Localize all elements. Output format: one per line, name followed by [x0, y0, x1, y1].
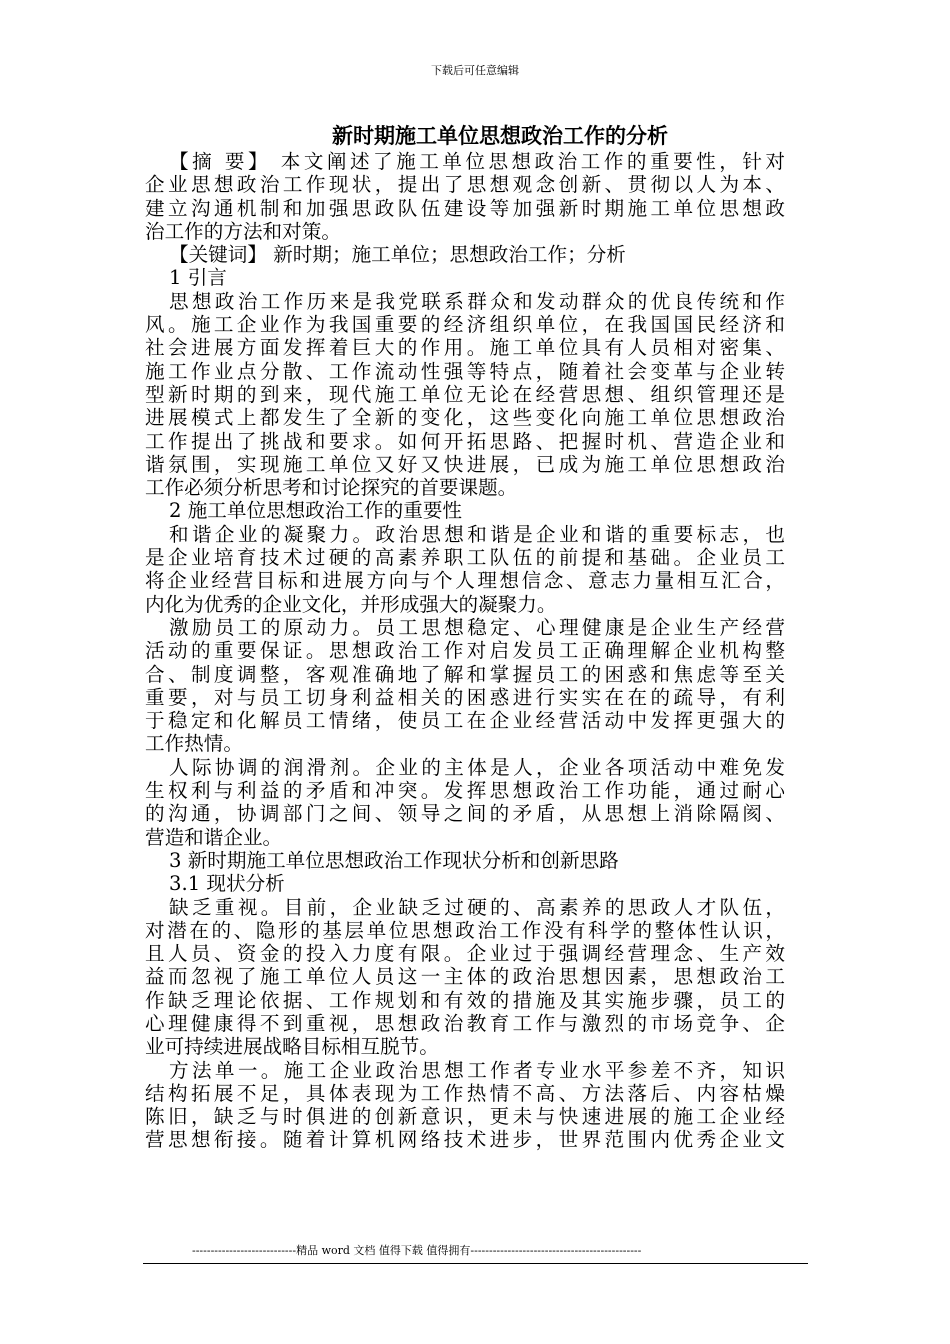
body-line: 建立沟通机制和加强思政队伍建设等加强新时期施工单位思想政 — [145, 196, 785, 220]
body-line: 于稳定和化解员工情绪，使员工在企业经营活动中发挥更强大的 — [145, 709, 785, 733]
body-line: 结构拓展不足，具体表现为工作热情不高、方法落后、内容枯燥 — [145, 1081, 785, 1105]
body-line: 缺乏重视。目前，企业缺乏过硬的、高素养的思政人才队伍， — [169, 895, 785, 919]
body-line: 社会进展方面发挥着巨大的作用。施工单位具有人员相对密集、 — [145, 336, 785, 360]
body-line: 活动的重要保证。思想政治工作对启发员工正确理解企业机构整 — [145, 639, 785, 663]
body-line: 进展模式上都发生了全新的变化，这些变化向施工单位思想政治 — [145, 406, 785, 430]
body-line: 3 新时期施工单位思想政治工作现状分析和创新思路 — [169, 848, 619, 872]
body-line: 合、制度调整，客观准确地了解和掌握员工的困惑和焦虑等至关 — [145, 662, 785, 686]
body-line: 营造和谐企业。 — [145, 825, 283, 849]
body-line: 营思想衔接。随着计算机网络技术进步，世界范围内优秀企业文 — [145, 1128, 785, 1152]
body-line: 人际协调的润滑剂。企业的主体是人，企业各项活动中难免发 — [169, 755, 785, 779]
body-line: 谐氛围，实现施工单位又好又快进展，已成为施工单位思想政治 — [145, 452, 785, 476]
body-line: 且人员、资金的投入力度有限。企业过于强调经营理念、生产效 — [145, 942, 785, 966]
body-line: 益而忽视了施工单位人员这一主体的政治思想因素，思想政治工 — [145, 965, 785, 989]
body-line: 是企业培育技术过硬的高素养职工队伍的前提和基础。企业员工 — [145, 546, 785, 570]
body-line: 的沟通，协调部门之间、领导之间的矛盾，从思想上消除隔阂、 — [145, 802, 785, 826]
body-line: 思想政治工作历来是我党联系群众和发动群众的优良传统和作 — [169, 289, 785, 313]
body-line: 对潜在的、隐形的基层单位思想政治工作没有科学的整体性认识， — [145, 918, 785, 942]
body-line: 治工作的方法和对策。 — [145, 219, 341, 243]
body-line: 重要，对与员工切身利益相关的困惑进行实实在在的疏导，有利 — [145, 685, 785, 709]
body-line: 型新时期的到来，现代施工单位无论在经营思想、组织管理还是 — [145, 382, 785, 406]
body-line: 激励员工的原动力。员工思想稳定、心理健康是企业生产经营 — [169, 615, 785, 639]
document-body — [145, 150, 785, 1152]
body-line: 将企业经营目标和进展方向与个人理想信念、意志力量相互汇合， — [145, 569, 785, 593]
body-line: 3.1 现状分析 — [169, 872, 285, 896]
body-line: 和谐企业的凝聚力。政治思想和谐是企业和谐的重要标志，也 — [169, 522, 785, 546]
body-line: 2 施工单位思想政治工作的重要性 — [169, 499, 463, 523]
document-title: 新时期施工单位思想政治工作的分析 — [332, 123, 668, 148]
page-footer-note: ----------------------------精品 word 文档 值得下载 值得拥有---------------------------------------------- — [192, 1244, 642, 1257]
body-line: 风。施工企业作为我国重要的经济组织单位，在我国国民经济和 — [145, 313, 785, 337]
body-line: 工作必须分析思考和讨论探究的首要课题。 — [145, 476, 518, 500]
body-line: 工作热情。 — [145, 732, 243, 756]
body-line: 1 引言 — [169, 266, 227, 290]
body-line: 施工作业点分散、工作流动性强等特点，随着社会变革与企业转 — [145, 359, 785, 383]
body-line: 企业思想政治工作现状，提出了思想观念创新、贯彻以人为本、 — [145, 173, 785, 197]
page-header-note: 下载后可任意编辑 — [431, 64, 519, 77]
body-line: 心理健康得不到重视，思想政治教育工作与激烈的市场竞争、企 — [145, 1011, 785, 1035]
body-line: 陈旧，缺乏与时俱进的创新意识，更未与快速进展的施工企业经 — [145, 1105, 785, 1129]
body-line: 作缺乏理论依据、工作规划和有效的措施及其实施步骤，员工的 — [145, 988, 785, 1012]
body-line: 方法单一。施工企业政治思想工作者专业水平参差不齐，知识 — [169, 1058, 785, 1082]
body-line: 业可持续进展战略目标相互脱节。 — [145, 1035, 439, 1059]
body-line: 生权利与利益的矛盾和冲突。发挥思想政治工作功能，通过耐心 — [145, 779, 785, 803]
body-line: 【关键词】 新时期；施工单位；思想政治工作；分析 — [169, 243, 626, 267]
footer-rule — [143, 1263, 808, 1264]
body-line: 内化为优秀的企业文化，并形成强大的凝聚力。 — [145, 592, 557, 616]
body-line: 工作提出了挑战和要求。如何开拓思路、把握时机、营造企业和 — [145, 429, 785, 453]
body-line: 【摘 要】 本文阐述了施工单位思想政治工作的重要性，针对 — [169, 150, 785, 173]
